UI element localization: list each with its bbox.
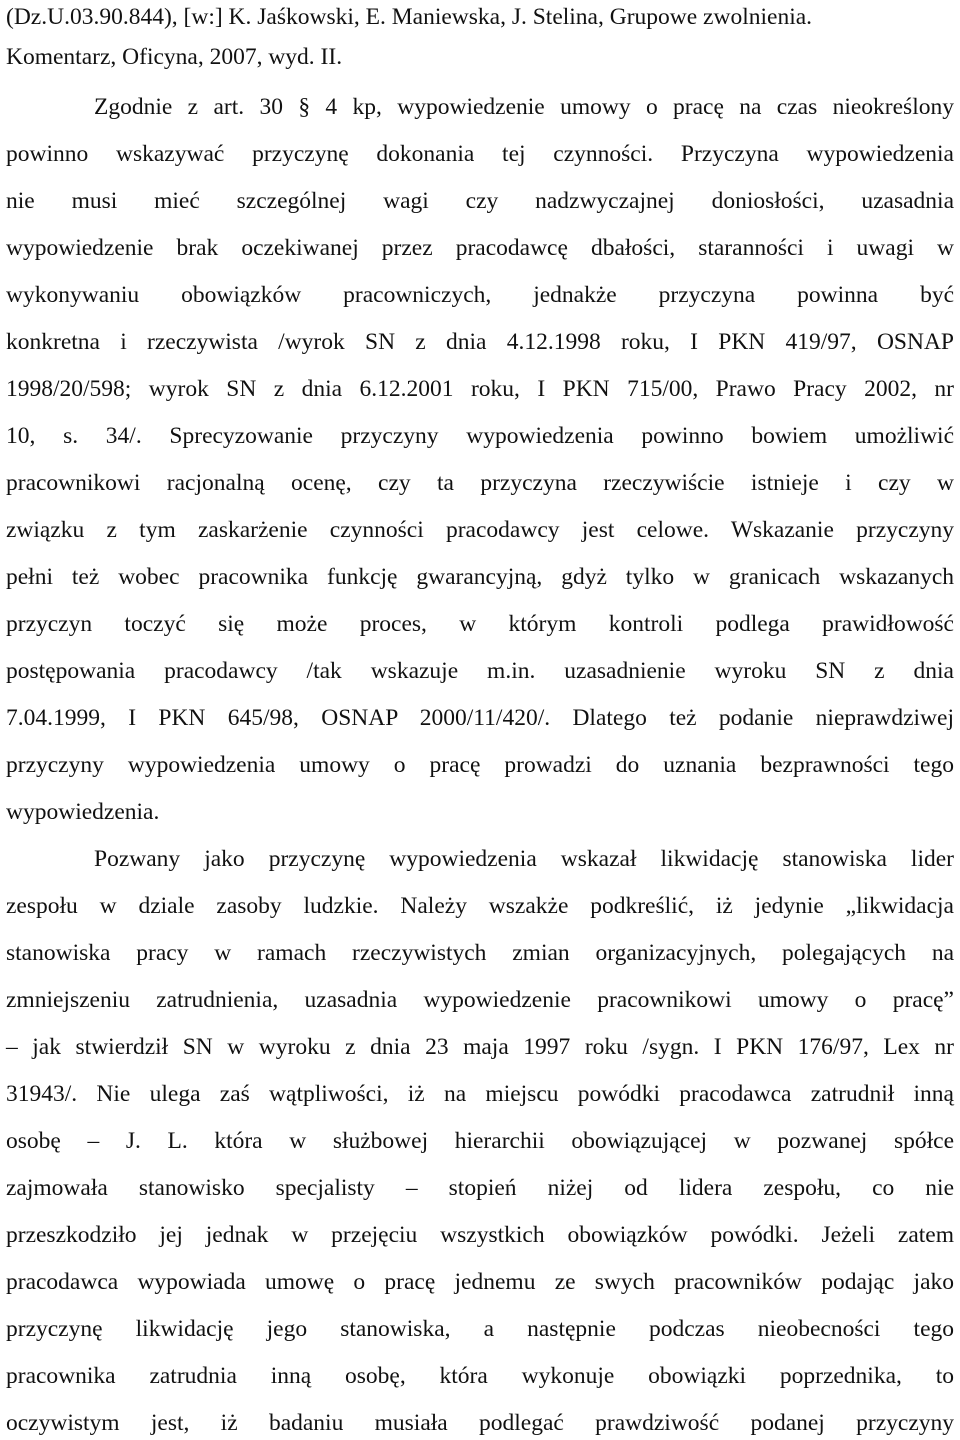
text-line: Komentarz, Oficyna, 2007, wyd. II. [6,44,343,70]
text-line: nie musi mieć szczególnej wagi czy nadzwyczajnej doniosłości, uzasadnia [6,188,954,214]
text-line: pracownika zatrudnia inną osobę, która wykonuje obowiązki poprzednika, to [6,1363,954,1389]
text-line: 1998/20/598; wyrok SN z dnia 6.12.2001 roku, I PKN 715/00, Prawo Pracy 2002, nr [6,376,954,402]
text-line: 31943/. Nie ulega zaś wątpliwości, iż na miejscu powódki pracodawca zatrudnił inną [6,1081,954,1107]
text-line: (Dz.U.03.90.844), [w:] K. Jaśkowski, E. Maniewska, J. Stelina, Grupowe zwolnienia. [6,4,813,30]
text-line: 7.04.1999, I PKN 645/98, OSNAP 2000/11/420/. Dlatego też podanie nieprawdziwej [6,705,954,731]
text-line: związku z tym zaskarżenie czynności pracodawcy jest celowe. Wskazanie przyczyny [6,517,954,543]
text-line: wypowiedzenia. [6,799,160,825]
text-line: powinno wskazywać przyczynę dokonania tej czynności. Przyczyna wypowiedzenia [6,141,954,167]
text-line: konkretna i rzeczywista /wyrok SN z dnia 4.12.1998 roku, I PKN 419/97, OSNAP [6,329,954,355]
text-line: 10, s. 34/. Sprecyzowanie przyczyny wypowiedzenia powinno bowiem umożliwić [6,423,954,449]
text-line: Pozwany jako przyczynę wypowiedzenia wskazał likwidację stanowiska lider [94,846,954,872]
text-line: wykonywaniu obowiązków pracowniczych, jednakże przyczyna powinna być [6,282,954,308]
text-line: pełni też wobec pracownika funkcję gwarancyjną, gdyż tylko w granicach wskazanych [6,564,954,590]
text-line: oczywistym jest, iż badaniu musiała podlegać prawdziwość podanej przyczyny [6,1410,954,1436]
text-line: – jak stwierdził SN w wyroku z dnia 23 maja 1997 roku /sygn. I PKN 176/97, Lex nr [6,1034,954,1060]
text-line: przyczyny wypowiedzenia umowy o pracę prowadzi do uznania bezprawności tego [6,752,954,778]
text-line: pracownikowi racjonalną ocenę, czy ta przyczyna rzeczywiście istnieje i czy w [6,470,954,496]
text-line: przyczyn toczyć się może proces, w którym kontroli podlega prawidłowość [6,611,954,637]
text-line: zmniejszeniu zatrudnienia, uzasadnia wypowiedzenie pracownikowi umowy o pracę” [6,987,954,1013]
text-line: przyczynę likwidację jego stanowiska, a następnie podczas nieobecności tego [6,1316,954,1342]
text-line: zespołu w dziale zasoby ludzkie. Należy wszakże podkreślić, iż jedynie „likwidacja [6,893,954,919]
text-line: Zgodnie z art. 30 § 4 kp, wypowiedzenie umowy o pracę na czas nieokreślony [94,94,954,120]
text-line: zajmowała stanowisko specjalisty – stopień niżej od lidera zespołu, co nie [6,1175,954,1201]
text-line: pracodawca wypowiada umowę o pracę jednemu ze swych pracowników podając jako [6,1269,954,1295]
text-line: stanowiska pracy w ramach rzeczywistych zmian organizacyjnych, polegających na [6,940,954,966]
text-line: wypowiedzenie brak oczekiwanej przez pracodawcę dbałości, staranności i uwagi w [6,235,954,261]
text-line: osobę – J. L. która w służbowej hierarchii obowiązującej w pozwanej spółce [6,1128,954,1154]
text-line: przeszkodziło jej jednak w przejęciu wszystkich obowiązków powódki. Jeżeli zatem [6,1222,954,1248]
text-line: postępowania pracodawcy /tak wskazuje m.in. uzasadnienie wyroku SN z dnia [6,658,954,684]
